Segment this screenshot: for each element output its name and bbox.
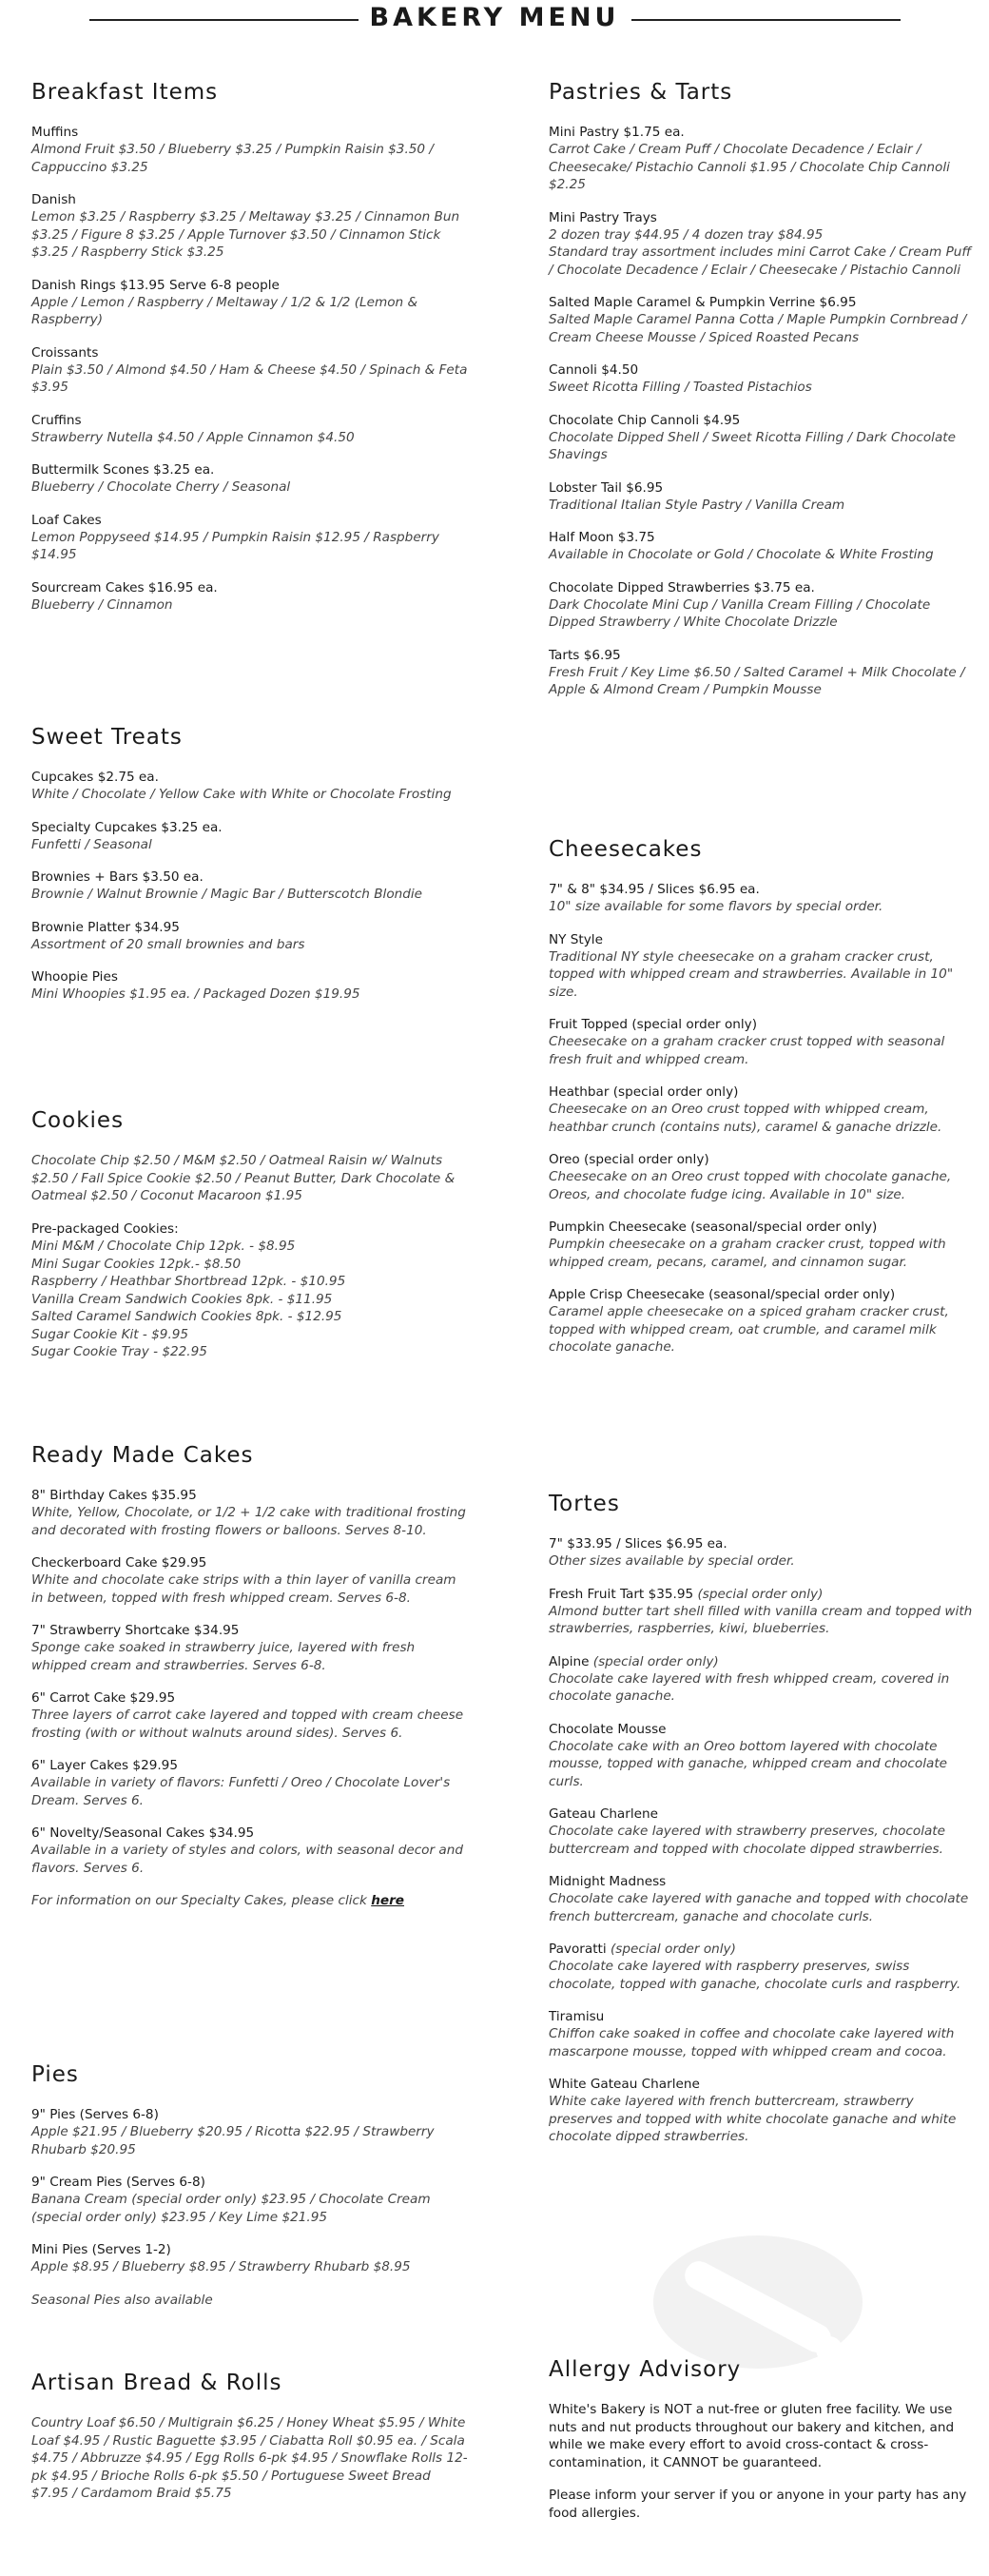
item-desc: Available in a variety of styles and colors, with seasonal decor and flavors. Serves 6.	[31, 1843, 463, 1876]
section-allergy-advisory	[549, 2357, 977, 2522]
item-name: Danish	[31, 192, 76, 207]
menu-item	[549, 1016, 977, 1068]
item-desc: White / Chocolate / Yellow Cake with White or Chocolate Frosting	[31, 787, 452, 802]
menu-item	[549, 209, 977, 280]
menu-item	[31, 1487, 469, 1539]
item-desc: Chiffon cake soaked in coffee and chocolate cake layered with mascarpone mousse, topped with whipped cream and cocoa.	[549, 2026, 955, 2059]
menu-item	[31, 512, 469, 564]
menu-item	[549, 1286, 977, 1356]
menu-item	[31, 191, 469, 262]
menu-item	[549, 1873, 977, 1925]
item-name: 8" Birthday Cakes $35.95	[31, 1488, 197, 1503]
section-heading: Ready Made Cakes	[31, 1443, 254, 1468]
menu-item	[549, 579, 977, 632]
item-name	[549, 2008, 977, 2025]
item-desc: Cheesecake on a graham cracker crust topped with seasonal fresh fruit and whipped cream.	[549, 1034, 945, 1067]
menu-item	[549, 124, 977, 194]
section-heading: Pies	[31, 2062, 79, 2087]
header-rule-right	[631, 19, 901, 21]
prepack-line: Mini Sugar Cookies 12pk.- $8.50	[31, 1256, 242, 1272]
rolling-pin-watermark-icon	[639, 2226, 877, 2378]
item-name-text: Chocolate Mousse	[549, 1721, 667, 1737]
section-artisan-bread	[31, 2371, 469, 2503]
item-name: Buttermilk Scones $3.25 ea.	[31, 462, 215, 478]
menu-item	[31, 1689, 469, 1742]
item-name: Checkerboard Cake $29.95	[31, 1555, 207, 1571]
menu-item	[549, 1586, 977, 1638]
item-desc: Available in Chocolate or Gold / Chocolate & White Frosting	[549, 547, 934, 562]
item-desc: Chocolate cake layered with fresh whipped cream, covered in chocolate ganache.	[549, 1670, 950, 1704]
item-name: Cruffins	[31, 412, 82, 428]
item-name: Oreo (special order only)	[549, 1152, 709, 1167]
prepack-line: Sugar Cookie Tray - $22.95	[31, 1344, 207, 1359]
item-desc: Available in variety of flavors: Funfetti / Oreo / Chocolate Lover's Dream. Serves 6.	[31, 1775, 451, 1808]
menu-item	[31, 277, 469, 329]
item-name: Sourcream Cakes $16.95 ea.	[31, 579, 218, 595]
menu-item	[31, 1554, 469, 1607]
item-name-text: White Gateau Charlene	[549, 2077, 700, 2092]
item-name-text: 7" $33.95 / Slices $6.95 ea.	[549, 1536, 727, 1551]
item-desc: Apple / Lemon / Raspberry / Meltaway / 1/2 & 1/2 (Lemon & Raspberry)	[31, 294, 418, 327]
menu-item	[31, 344, 469, 397]
item-desc: Chocolate cake layered with raspberry preserves, swiss chocolate, topped with ganache, chocolate curls and raspberry.	[549, 1959, 961, 1992]
allergy-paragraph: White's Bakery is NOT a nut-free or gluten free facility. We use nuts and nut products throughout our bakery and kitchen, and while we make every effort to avoid cross-contact & cross-contamination, it CANNOT be guaranteed.	[549, 2402, 955, 2470]
item-name: Mini Pies (Serves 1-2)	[31, 2242, 171, 2257]
item-desc: Almond Fruit $3.50 / Blueberry $3.25 / Pumpkin Raisin $3.50 / Cappuccino $3.25	[31, 142, 434, 175]
item-desc: Three layers of carrot cake layered and topped with cream cheese frosting (with or without walnuts around sides). Serves 6.	[31, 1708, 464, 1741]
item-name: 9" Pies (Serves 6-8)	[31, 2107, 159, 2122]
menu-item	[549, 1219, 977, 1271]
item-name: Fruit Topped (special order only)	[549, 1017, 758, 1032]
item-desc: Other sizes available by special order.	[549, 1553, 795, 1569]
section-heading: Sweet Treats	[31, 725, 183, 750]
menu-item	[31, 124, 469, 176]
menu-item	[549, 1653, 977, 1706]
item-name: Whoopie Pies	[31, 969, 118, 985]
item-desc: Chocolate Dipped Shell / Sweet Ricotta Filling / Dark Chocolate Shavings	[549, 429, 956, 462]
item-desc: Blueberry / Cinnamon	[31, 596, 173, 613]
item-desc: Chocolate cake with an Oreo bottom layered with chocolate mousse, topped with ganache, whipped cream and chocolate curls.	[549, 1738, 948, 1789]
menu-item	[549, 294, 977, 346]
section-cookies	[31, 1108, 469, 1361]
menu-item	[549, 1805, 977, 1858]
menu-item	[31, 1757, 469, 1809]
menu-item	[549, 529, 977, 564]
item-desc: Cheesecake on an Oreo crust topped with whipped cream, heathbar crunch (contains nuts), caramel & ganache drizzle.	[549, 1102, 942, 1135]
section-heading: Breakfast Items	[31, 80, 219, 105]
section-heading: Tortes	[549, 1492, 620, 1516]
item-desc: Sweet Ricotta Filling / Toasted Pistachios	[549, 380, 812, 395]
section-breakfast	[31, 80, 469, 629]
item-desc: Strawberry Nutella $4.50 / Apple Cinnamon $4.50	[31, 429, 355, 445]
menu-item	[31, 2174, 469, 2226]
specialty-cakes-text: For information on our Specialty Cakes, please click	[31, 1893, 372, 1908]
item-name: Chocolate Dipped Strawberries $3.75 ea.	[549, 579, 815, 595]
section-heading: Pastries & Tarts	[549, 80, 733, 105]
prepack-line: Vanilla Cream Sandwich Cookies 8pk. - $11.95	[31, 1291, 333, 1307]
menu-item	[31, 819, 469, 854]
menu-item	[31, 919, 469, 954]
section-tortes	[549, 1492, 977, 2161]
menu-item	[549, 1151, 977, 1203]
item-name-text: Tiramisu	[549, 2009, 605, 2024]
item-name: NY Style	[549, 931, 603, 947]
menu-item	[31, 2241, 469, 2276]
item-desc: Brownie / Walnut Brownie / Magic Bar / Butterscotch Blondie	[31, 887, 423, 902]
item-desc: Traditional Italian Style Pastry / Vanilla Cream	[549, 497, 845, 513]
section-ready-made-cakes	[31, 1443, 469, 1910]
menu-item	[549, 1535, 977, 1571]
menu-item	[31, 412, 469, 447]
item-name: Tarts $6.95	[549, 647, 621, 663]
item-name: Muffins	[31, 125, 79, 140]
item-name: 6" Layer Cakes $29.95	[31, 1758, 178, 1773]
bread-desc: Country Loaf $6.50 / Multigrain $6.25 / Honey Wheat $5.95 / White Loaf $4.95 / Rustic Baguette $3.95 / Ciabatta Roll $0.95 ea. / Scala $4.75 / Abbruzze $4.95 / Egg Rolls 6-pk $4.95 / Snowflake Rolls 12-pk $4.95 / Brioche Rolls 6-pk $5.50 / Portuguese Sweet Bread $7.95 / Cardamom Braid $5.75	[31, 2415, 468, 2501]
page-title: BAKERY MENU	[369, 3, 620, 32]
item-name: Brownie Platter $34.95	[31, 919, 180, 935]
item-name: 6" Carrot Cake $29.95	[31, 1690, 176, 1706]
item-desc: Lemon Poppyseed $14.95 / Pumpkin Raisin $12.95 / Raspberry $14.95	[31, 529, 439, 562]
menu-item	[31, 579, 469, 615]
item-note: (special order only)	[610, 1942, 736, 1957]
item-name	[549, 1653, 977, 1670]
item-desc: Caramel apple cheesecake on a spiced graham cracker crust, topped with whipped cream, oat crumble, and caramel milk chocolate ganache.	[549, 1304, 949, 1355]
item-name: Specialty Cupcakes $3.25 ea.	[31, 819, 223, 835]
item-desc: White, Yellow, Chocolate, or 1/2 + 1/2 cake with traditional frosting and decorated with frosting flowers or balloons. Serves 8-10.	[31, 1505, 466, 1538]
item-name: Salted Maple Caramel & Pumpkin Verrine $6.95	[549, 295, 857, 310]
item-desc: Pumpkin cheesecake on a graham cracker crust, topped with whipped cream, pecans, caramel, and cinnamon sugar.	[549, 1237, 946, 1270]
cookies-desc: Chocolate Chip $2.50 / M&M $2.50 / Oatmeal Raisin w/ Walnuts $2.50 / Fall Spice Cookie $2.50 / Peanut Butter, Dark Chocolate & Oatmeal $2.50 / Coconut Macaroon $1.95	[31, 1153, 456, 1203]
prepack-line: Sugar Cookie Kit - $9.95	[31, 1326, 189, 1342]
item-desc: 10" size available for some flavors by special order.	[549, 899, 883, 914]
item-desc: Chocolate cake layered with ganache and topped with chocolate french buttercream, ganache and chocolate curls.	[549, 1891, 969, 1924]
section-sweet-treats	[31, 725, 469, 1019]
section-cheesecakes	[549, 837, 977, 1372]
item-note: (special order only)	[592, 1653, 719, 1669]
item-desc: Sponge cake soaked in strawberry juice, layered with fresh whipped cream and strawberries. Serves 6-8.	[31, 1640, 416, 1673]
item-name	[549, 1805, 977, 1823]
item-desc: White and chocolate cake strips with a thin layer of vanilla cream in between, topped with fresh whipped cream. Serves 6-8.	[31, 1572, 456, 1606]
pies-note: Seasonal Pies also available	[31, 2292, 213, 2308]
item-desc: Funfetti / Seasonal	[31, 836, 152, 852]
item-desc: Almond butter tart shell filled with vanilla cream and topped with strawberries, raspberries, kiwi, blueberries.	[549, 1603, 973, 1636]
item-name-text: Alpine	[549, 1653, 593, 1669]
item-name	[549, 1721, 977, 1738]
section-heading: Allergy Advisory	[549, 2357, 742, 2382]
item-name	[549, 1535, 977, 1552]
menu-item	[549, 2008, 977, 2060]
item-desc: Salted Maple Caramel Panna Cotta / Maple Pumpkin Cornbread / Cream Cheese Mousse / Spiced Roasted Pecans	[549, 312, 967, 345]
item-desc: Banana Cream (special order only) $23.95 / Chocolate Cream (special order only) $23.95 / Key Lime $21.95	[31, 2192, 431, 2225]
item-desc: 2 dozen tray $44.95 / 4 dozen tray $84.95 Standard tray assortment includes mini Carrot Cake / Cream Puff / Chocolate Decadence / Eclair / Cheesecake / Pistachio Cannoli	[549, 226, 972, 278]
menu-item	[549, 479, 977, 515]
item-name: Chocolate Chip Cannoli $4.95	[549, 412, 741, 428]
specialty-cakes-note	[31, 1892, 469, 1910]
section-heading: Cheesecakes	[549, 837, 703, 862]
item-desc: Carrot Cake / Cream Puff / Chocolate Decadence / Eclair / Cheesecake/ Pistachio Cannoli $1.95 / Chocolate Chip Cannoli $2.25	[549, 142, 950, 192]
item-name: Cupcakes $2.75 ea.	[31, 770, 159, 785]
menu-item	[31, 1825, 469, 1877]
item-desc: Dark Chocolate Mini Cup / Vanilla Cream Filling / Chocolate Dipped Strawberry / White Chocolate Drizzle	[549, 596, 931, 630]
item-name	[549, 2076, 977, 2093]
item-desc: Fresh Fruit / Key Lime $6.50 / Salted Caramel + Milk Chocolate / Apple & Almond Cream / Pumpkin Mousse	[549, 664, 965, 697]
item-name: 7" & 8" $34.95 / Slices $6.95 ea.	[549, 882, 760, 897]
item-desc: Lemon $3.25 / Raspberry $3.25 / Meltaway $3.25 / Cinnamon Bun $3.25 / Figure 8 $3.25 / Apple Turnover $3.50 / Cinnamon Stick $3.25 / Raspberry Stick $3.25	[31, 209, 460, 260]
item-name	[549, 1873, 977, 1890]
item-name-text: Fresh Fruit Tart $35.95	[549, 1586, 698, 1602]
menu-item	[31, 968, 469, 1004]
section-heading: Artisan Bread & Rolls	[31, 2371, 282, 2395]
menu-item	[549, 1941, 977, 1993]
menu-item	[549, 1721, 977, 1791]
item-note: (special order only)	[697, 1586, 824, 1602]
allergy-paragraph: Please inform your server if you or anyone in your party has any food allergies.	[549, 2488, 967, 2521]
menu-item	[549, 1083, 977, 1136]
item-desc: Cheesecake on an Oreo crust topped with chocolate ganache, Oreos, and chocolate fudge icing. Available in 10" size.	[549, 1169, 952, 1202]
item-name-text: Pavoratti	[549, 1942, 611, 1957]
item-name: Brownies + Bars $3.50 ea.	[31, 869, 204, 885]
menu-item	[31, 769, 469, 804]
menu-item	[31, 2106, 469, 2158]
menu-item	[549, 2076, 977, 2146]
menu-item	[549, 361, 977, 397]
item-desc: Chocolate cake layered with strawberry preserves, chocolate buttercream and topped with chocolate dipped strawberries.	[549, 1824, 946, 1857]
section-pies	[31, 2062, 469, 2309]
menu-item	[31, 1622, 469, 1674]
item-name: Lobster Tail $6.95	[549, 479, 664, 496]
item-desc: Blueberry / Chocolate Cherry / Seasonal	[31, 479, 291, 495]
prepack-line: Salted Caramel Sandwich Cookies 8pk. - $12.95	[31, 1309, 342, 1324]
item-desc: White cake layered with french buttercream, strawberry preserves and topped with white chocolate ganache and white chocolate dipped strawberries.	[549, 2094, 957, 2144]
menu-item	[549, 647, 977, 699]
item-name: Loaf Cakes	[31, 512, 102, 528]
section-pastries-tarts	[549, 80, 977, 714]
item-desc: Assortment of 20 small brownies and bars	[31, 936, 305, 952]
item-name: 9" Cream Pies (Serves 6-8)	[31, 2175, 205, 2190]
item-name: Half Moon $3.75	[549, 530, 655, 545]
menu-item	[31, 461, 469, 497]
item-name: Mini Pastry $1.75 ea.	[549, 125, 685, 140]
item-name-text: Midnight Madness	[549, 1874, 667, 1889]
prepack-line: Mini M&M / Chocolate Chip 12pk. - $8.95	[31, 1239, 296, 1254]
menu-item	[549, 881, 977, 916]
item-name: Apple Crisp Cheesecake (seasonal/special order only)	[549, 1287, 896, 1302]
item-desc: Mini Whoopies $1.95 ea. / Packaged Dozen $19.95	[31, 986, 360, 1002]
menu-item	[549, 931, 977, 1002]
menu-header	[0, 0, 989, 38]
item-name: Danish Rings $13.95 Serve 6-8 people	[31, 277, 280, 293]
item-name: Croissants	[31, 344, 99, 361]
item-name: Pumpkin Cheesecake (seasonal/special order only)	[549, 1220, 878, 1235]
prepack-line: Raspberry / Heathbar Shortbread 12pk. - $10.95	[31, 1274, 346, 1289]
menu-item	[31, 868, 469, 904]
item-name: 7" Strawberry Shortcake $34.95	[31, 1623, 240, 1638]
menu-item	[549, 412, 977, 464]
specialty-cakes-link[interactable]: here	[371, 1893, 405, 1908]
item-name	[549, 1586, 977, 1603]
item-name: Mini Pastry Trays	[549, 209, 657, 225]
prepack-label: Pre-packaged Cookies:	[31, 1220, 179, 1237]
item-name: Cannoli $4.50	[549, 362, 639, 378]
section-heading: Cookies	[31, 1108, 125, 1133]
item-desc: Plain $3.50 / Almond $4.50 / Ham & Cheese $4.50 / Spinach & Feta $3.95	[31, 361, 468, 395]
item-name-text: Gateau Charlene	[549, 1806, 658, 1822]
item-name	[549, 1941, 977, 1958]
item-name: Heathbar (special order only)	[549, 1084, 739, 1100]
item-desc: Apple $8.95 / Blueberry $8.95 / Strawberry Rhubarb $8.95	[31, 2259, 411, 2274]
item-desc: Apple $21.95 / Blueberry $20.95 / Ricotta $22.95 / Strawberry Rhubarb $20.95	[31, 2124, 435, 2157]
item-name: 6" Novelty/Seasonal Cakes $34.95	[31, 1825, 255, 1841]
item-desc: Traditional NY style cheesecake on a graham cracker crust, topped with whipped cream and strawberries. Available in 10" size.	[549, 948, 954, 1000]
